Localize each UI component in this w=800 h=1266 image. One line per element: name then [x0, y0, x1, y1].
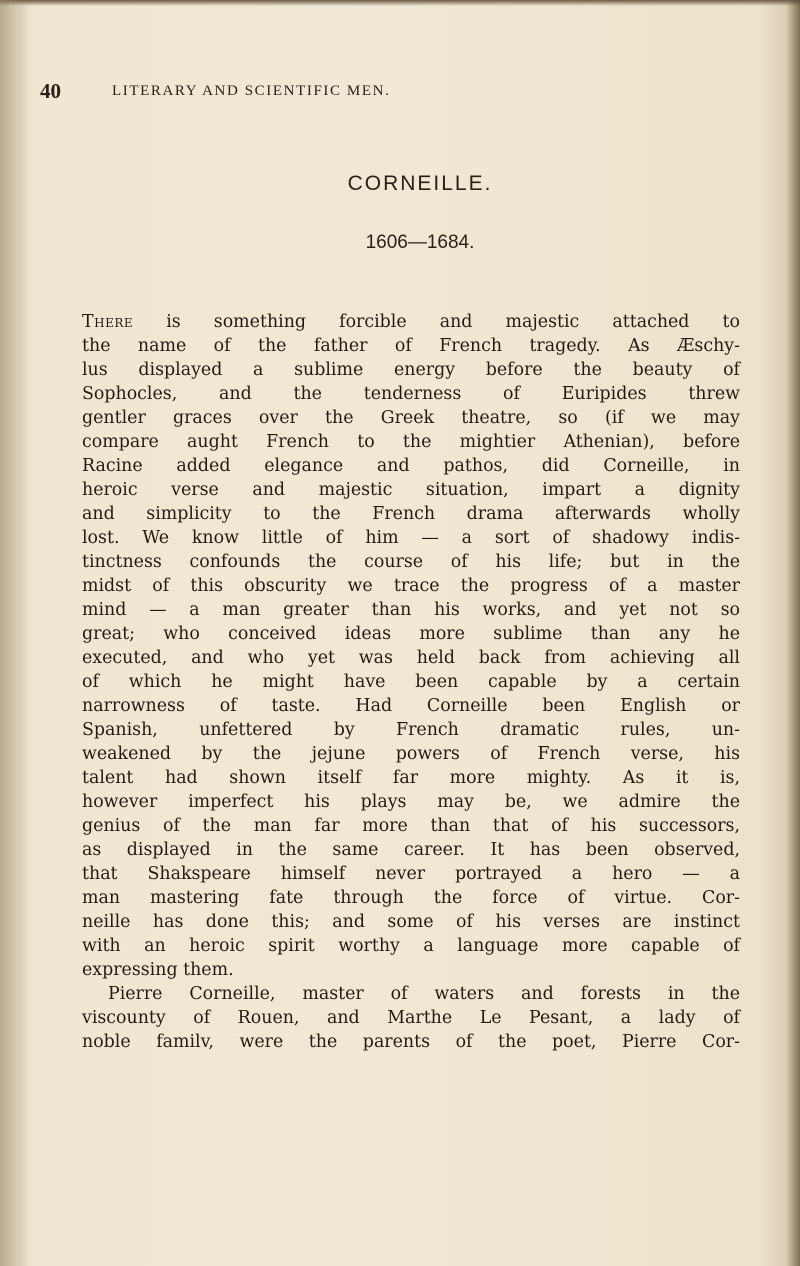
- text-line: viscounty of Rouen, and Marthe Le Pesant, a lady of: [82, 1008, 740, 1028]
- text-line: narrowness of taste. Had Corneille been English or: [82, 696, 740, 716]
- text-line: gentler graces over the Greek theatre, so (if we may: [82, 408, 740, 428]
- text-line: compare aught French to the mightier Athenian), before: [82, 432, 740, 452]
- text-line: genius of the man far more than that of his successors,: [82, 816, 740, 836]
- text-line: however imperfect his plays may be, we admire the: [82, 792, 740, 812]
- text-line: lus displayed a sublime energy before the beauty of: [82, 360, 740, 380]
- text-line: noble familv, were the parents of the poet, Pierre Cor-: [82, 1032, 740, 1052]
- text-line: Pierre Corneille, master of waters and forests in the: [108, 984, 740, 1004]
- chapter-title-text: CORNEILLE.: [347, 172, 493, 195]
- text-line: midst of this obscurity we trace the progress of a master: [82, 576, 740, 596]
- running-head: LITERARY AND SCIENTIFIC MEN.: [112, 83, 391, 99]
- chapter-dates: [0, 232, 800, 254]
- chapter-title: [0, 172, 800, 196]
- text-line: that Shakspeare himself never portrayed a hero — a: [82, 864, 740, 884]
- page-header: [40, 79, 680, 105]
- text-line: the name of the father of French tragedy. As Æschy-: [82, 336, 740, 356]
- text-line: Spanish, unfettered by French dramatic rules, un-: [82, 720, 740, 740]
- text-line: neille has done this; and some of his verses are instinct: [82, 912, 740, 932]
- text-line: lost. We know little of him — a sort of shadowy indis-: [82, 528, 740, 548]
- text-line: tinctness confounds the course of his life; but in the: [82, 552, 740, 572]
- text-line: mind — a man greater than his works, and yet not so: [82, 600, 740, 620]
- text-line: Sophocles, and the tenderness of Euripides threw: [82, 384, 740, 404]
- page-top-shadow: [0, 0, 800, 6]
- text-line: as displayed in the same career. It has been observed,: [82, 840, 740, 860]
- opening-word: There: [82, 312, 134, 332]
- text-line: great; who conceived ideas more sublime than any he: [82, 624, 740, 644]
- text-line: talent had shown itself far more mighty. As it is,: [82, 768, 740, 788]
- text-line: weakened by the jejune powers of French verse, his: [82, 744, 740, 764]
- text-line: with an heroic spirit worthy a language more capable of: [82, 936, 740, 956]
- chapter-dates-text: 1606—1684.: [365, 232, 475, 253]
- text-line: of which he might have been capable by a certain: [82, 672, 740, 692]
- text-line: man mastering fate through the force of virtue. Cor-: [82, 888, 740, 908]
- body-text: [82, 310, 740, 1054]
- text-line: Racine added elegance and pathos, did Corneille, in: [82, 456, 740, 476]
- text-line: heroic verse and majestic situation, impart a dignity: [82, 480, 740, 500]
- text-line: executed, and who yet was held back from achieving all: [82, 648, 740, 668]
- text-line: There is something forcible and majestic attached to: [82, 312, 740, 332]
- text-line: expressing them.: [82, 960, 234, 980]
- page-number: 40: [40, 79, 61, 103]
- text-line: and simplicity to the French drama afterwards wholly: [82, 504, 740, 524]
